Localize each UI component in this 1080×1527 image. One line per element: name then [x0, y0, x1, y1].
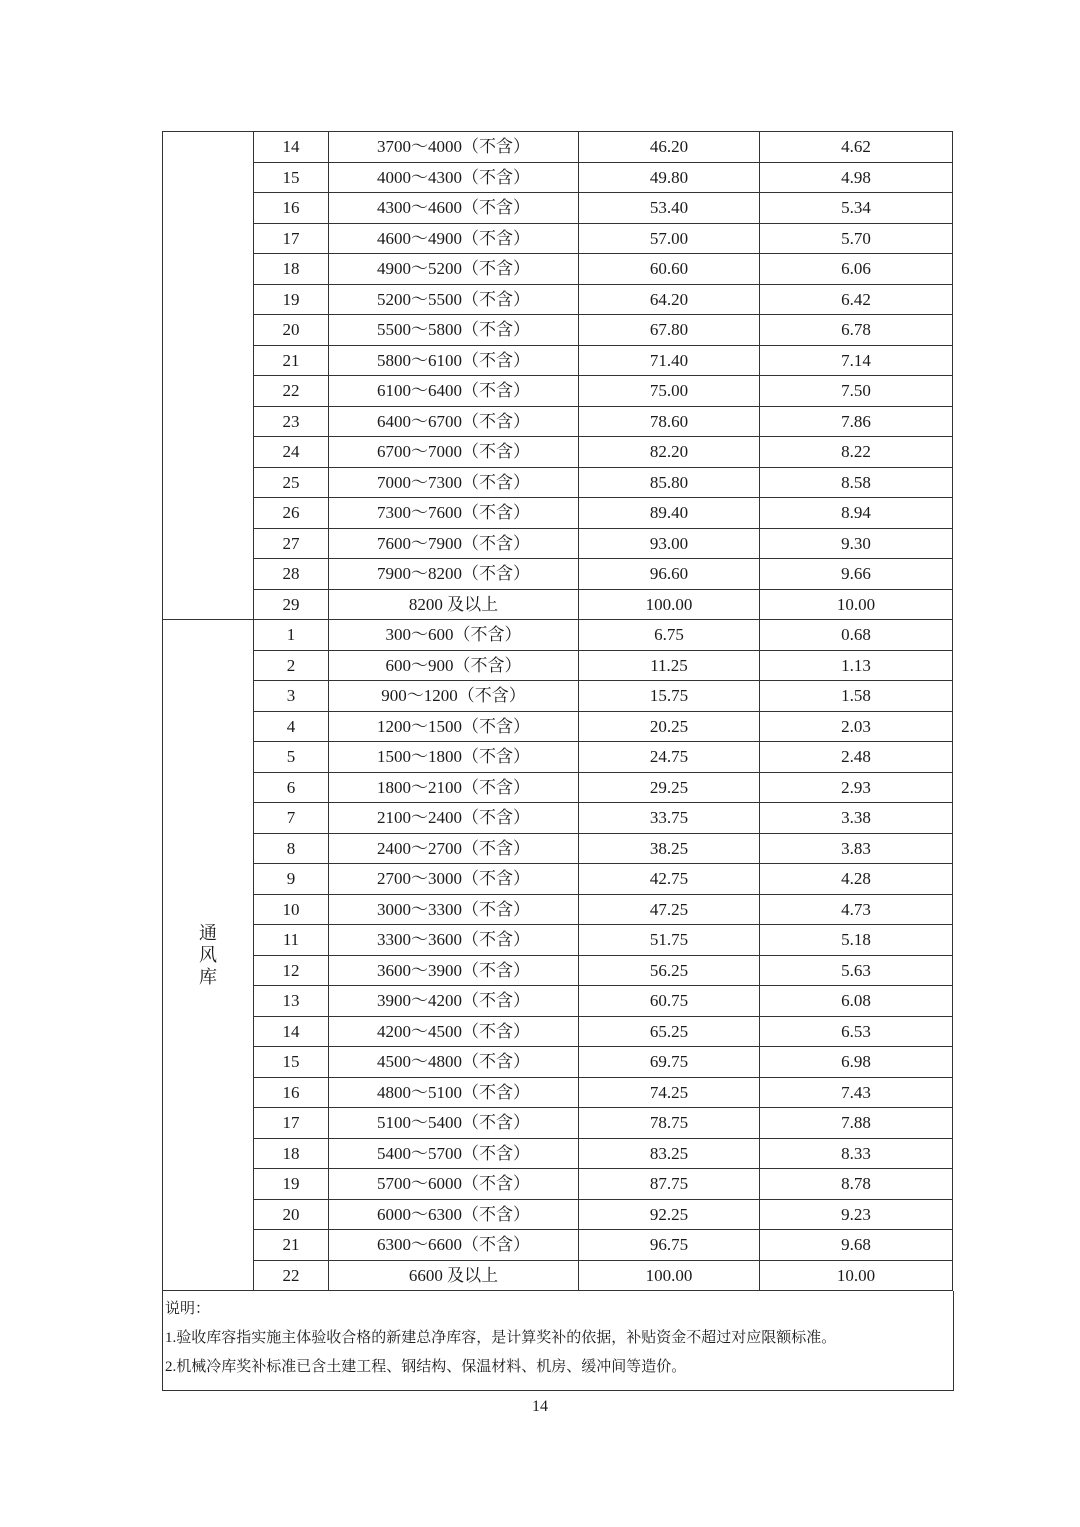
max-subsidy-cell: 69.75: [579, 1047, 760, 1078]
capacity-range-cell: 4600～4900（不含）: [329, 223, 579, 254]
row-number-cell: 22: [254, 1260, 329, 1291]
max-subsidy-cell: 24.75: [579, 742, 760, 773]
table-row: [163, 345, 953, 376]
unit-subsidy-cell: 9.30: [760, 528, 953, 559]
row-number-cell: 4: [254, 711, 329, 742]
unit-subsidy-cell: 4.28: [760, 864, 953, 895]
max-subsidy-cell: 51.75: [579, 925, 760, 956]
page-number: 14: [532, 1398, 548, 1415]
max-subsidy-cell: 82.20: [579, 437, 760, 468]
row-number-cell: 16: [254, 193, 329, 224]
capacity-range-cell: 4000～4300（不含）: [329, 162, 579, 193]
capacity-range-cell: 2400～2700（不含）: [329, 833, 579, 864]
capacity-range-cell: 5700～6000（不含）: [329, 1169, 579, 1200]
capacity-range-cell: 2100～2400（不含）: [329, 803, 579, 834]
table-row: [163, 986, 953, 1017]
capacity-range-cell: 7900～8200（不含）: [329, 559, 579, 590]
unit-subsidy-cell: 0.68: [760, 620, 953, 651]
max-subsidy-cell: 38.25: [579, 833, 760, 864]
max-subsidy-cell: 29.25: [579, 772, 760, 803]
max-subsidy-cell: 78.75: [579, 1108, 760, 1139]
unit-subsidy-cell: 8.58: [760, 467, 953, 498]
max-subsidy-cell: 67.80: [579, 315, 760, 346]
table-row: [163, 193, 953, 224]
table-row: [163, 498, 953, 529]
row-number-cell: 21: [254, 345, 329, 376]
unit-subsidy-cell: 6.78: [760, 315, 953, 346]
unit-subsidy-cell: 8.94: [760, 498, 953, 529]
row-number-cell: 12: [254, 955, 329, 986]
unit-subsidy-cell: 6.06: [760, 254, 953, 285]
table-row: [163, 132, 953, 163]
row-number-cell: 19: [254, 1169, 329, 1200]
max-subsidy-cell: 11.25: [579, 650, 760, 681]
row-number-cell: 13: [254, 986, 329, 1017]
max-subsidy-cell: 20.25: [579, 711, 760, 742]
capacity-range-cell: 3900～4200（不含）: [329, 986, 579, 1017]
unit-subsidy-cell: 5.63: [760, 955, 953, 986]
max-subsidy-cell: 6.75: [579, 620, 760, 651]
capacity-range-cell: 5100～5400（不含）: [329, 1108, 579, 1139]
capacity-range-cell: 6400～6700（不含）: [329, 406, 579, 437]
table-row: [163, 467, 953, 498]
row-number-cell: 25: [254, 467, 329, 498]
row-number-cell: 16: [254, 1077, 329, 1108]
row-number-cell: 17: [254, 1108, 329, 1139]
row-number-cell: 8: [254, 833, 329, 864]
table-body: [163, 132, 953, 1291]
capacity-range-cell: 8200 及以上: [329, 589, 579, 620]
table-row: [163, 1138, 953, 1169]
table-row: [163, 803, 953, 834]
row-number-cell: 14: [254, 1016, 329, 1047]
row-number-cell: 20: [254, 1199, 329, 1230]
row-number-cell: 20: [254, 315, 329, 346]
capacity-range-cell: 3700～4000（不含）: [329, 132, 579, 163]
capacity-range-cell: 6000～6300（不含）: [329, 1199, 579, 1230]
max-subsidy-cell: 33.75: [579, 803, 760, 834]
unit-subsidy-cell: 2.48: [760, 742, 953, 773]
unit-subsidy-cell: 9.68: [760, 1230, 953, 1261]
unit-subsidy-cell: 2.93: [760, 772, 953, 803]
row-number-cell: 27: [254, 528, 329, 559]
capacity-range-cell: 7600～7900（不含）: [329, 528, 579, 559]
table-row: [163, 772, 953, 803]
table-row: [163, 894, 953, 925]
unit-subsidy-cell: 4.62: [760, 132, 953, 163]
capacity-range-cell: 1800～2100（不含）: [329, 772, 579, 803]
unit-subsidy-cell: 5.18: [760, 925, 953, 956]
max-subsidy-cell: 60.75: [579, 986, 760, 1017]
table-row: [163, 223, 953, 254]
row-number-cell: 15: [254, 162, 329, 193]
notes-section: [162, 1291, 954, 1391]
table-row: [163, 864, 953, 895]
table-row: [163, 650, 953, 681]
table-row: [163, 315, 953, 346]
table-row: [163, 1016, 953, 1047]
category-label: 通风库: [199, 923, 217, 987]
capacity-range-cell: 5200～5500（不含）: [329, 284, 579, 315]
row-number-cell: 29: [254, 589, 329, 620]
capacity-range-cell: 4800～5100（不含）: [329, 1077, 579, 1108]
max-subsidy-cell: 49.80: [579, 162, 760, 193]
unit-subsidy-cell: 8.78: [760, 1169, 953, 1200]
table-row: [163, 1077, 953, 1108]
capacity-range-cell: 5400～5700（不含）: [329, 1138, 579, 1169]
unit-subsidy-cell: 6.98: [760, 1047, 953, 1078]
capacity-range-cell: 4900～5200（不含）: [329, 254, 579, 285]
max-subsidy-cell: 96.60: [579, 559, 760, 590]
capacity-range-cell: 900～1200（不含）: [329, 681, 579, 712]
unit-subsidy-cell: 7.43: [760, 1077, 953, 1108]
row-number-cell: 19: [254, 284, 329, 315]
capacity-range-cell: 1500～1800（不含）: [329, 742, 579, 773]
max-subsidy-cell: 78.60: [579, 406, 760, 437]
max-subsidy-cell: 56.25: [579, 955, 760, 986]
row-number-cell: 1: [254, 620, 329, 651]
table-row: [163, 681, 953, 712]
capacity-range-cell: 4500～4800（不含）: [329, 1047, 579, 1078]
max-subsidy-cell: 53.40: [579, 193, 760, 224]
capacity-range-cell: 5800～6100（不含）: [329, 345, 579, 376]
table-row: [163, 406, 953, 437]
table-row: [163, 437, 953, 468]
row-number-cell: 28: [254, 559, 329, 590]
note-item-1: 1.验收库容指实施主体验收合格的新建总净库容，是计算奖补的依据，补贴资金不超过对应限额标准。: [165, 1330, 837, 1346]
unit-subsidy-cell: 8.33: [760, 1138, 953, 1169]
row-number-cell: 5: [254, 742, 329, 773]
unit-subsidy-cell: 6.53: [760, 1016, 953, 1047]
row-number-cell: 18: [254, 1138, 329, 1169]
table-row: [163, 1260, 953, 1291]
max-subsidy-cell: 15.75: [579, 681, 760, 712]
max-subsidy-cell: 100.00: [579, 1260, 760, 1291]
unit-subsidy-cell: 1.58: [760, 681, 953, 712]
notes-heading: 说明：: [165, 1301, 211, 1317]
max-subsidy-cell: 65.25: [579, 1016, 760, 1047]
max-subsidy-cell: 75.00: [579, 376, 760, 407]
max-subsidy-cell: 92.25: [579, 1199, 760, 1230]
max-subsidy-cell: 83.25: [579, 1138, 760, 1169]
max-subsidy-cell: 47.25: [579, 894, 760, 925]
row-number-cell: 15: [254, 1047, 329, 1078]
table-row: [163, 528, 953, 559]
subsidy-table: [162, 131, 953, 1291]
unit-subsidy-cell: 6.08: [760, 986, 953, 1017]
table-row: [163, 742, 953, 773]
unit-subsidy-cell: 2.03: [760, 711, 953, 742]
unit-subsidy-cell: 4.73: [760, 894, 953, 925]
table-row: [163, 1169, 953, 1200]
unit-subsidy-cell: 6.42: [760, 284, 953, 315]
max-subsidy-cell: 85.80: [579, 467, 760, 498]
max-subsidy-cell: 96.75: [579, 1230, 760, 1261]
unit-subsidy-cell: 7.86: [760, 406, 953, 437]
row-number-cell: 26: [254, 498, 329, 529]
capacity-range-cell: 3600～3900（不含）: [329, 955, 579, 986]
max-subsidy-cell: 100.00: [579, 589, 760, 620]
capacity-range-cell: 7000～7300（不含）: [329, 467, 579, 498]
capacity-range-cell: 5500～5800（不含）: [329, 315, 579, 346]
table-row: [163, 1199, 953, 1230]
max-subsidy-cell: 71.40: [579, 345, 760, 376]
table-row: [163, 1108, 953, 1139]
table-row: [163, 559, 953, 590]
max-subsidy-cell: 93.00: [579, 528, 760, 559]
row-number-cell: 6: [254, 772, 329, 803]
capacity-range-cell: 6300～6600（不含）: [329, 1230, 579, 1261]
table-row: [163, 589, 953, 620]
max-subsidy-cell: 46.20: [579, 132, 760, 163]
table-row: [163, 620, 953, 651]
table-row: [163, 711, 953, 742]
max-subsidy-cell: 60.60: [579, 254, 760, 285]
unit-subsidy-cell: 10.00: [760, 589, 953, 620]
unit-subsidy-cell: 5.34: [760, 193, 953, 224]
max-subsidy-cell: 42.75: [579, 864, 760, 895]
row-number-cell: 11: [254, 925, 329, 956]
capacity-range-cell: 300～600（不含）: [329, 620, 579, 651]
max-subsidy-cell: 64.20: [579, 284, 760, 315]
table-row: [163, 376, 953, 407]
table-row: [163, 254, 953, 285]
unit-subsidy-cell: 10.00: [760, 1260, 953, 1291]
capacity-range-cell: 6600 及以上: [329, 1260, 579, 1291]
capacity-range-cell: 2700～3000（不含）: [329, 864, 579, 895]
unit-subsidy-cell: 9.23: [760, 1199, 953, 1230]
capacity-range-cell: 4200～4500（不含）: [329, 1016, 579, 1047]
row-number-cell: 10: [254, 894, 329, 925]
row-number-cell: 7: [254, 803, 329, 834]
document-page: [162, 131, 952, 1391]
capacity-range-cell: 6100～6400（不含）: [329, 376, 579, 407]
unit-subsidy-cell: 3.38: [760, 803, 953, 834]
max-subsidy-cell: 74.25: [579, 1077, 760, 1108]
row-number-cell: 3: [254, 681, 329, 712]
table-row: [163, 284, 953, 315]
row-number-cell: 22: [254, 376, 329, 407]
note-item-2: 2.机械冷库奖补标准已含土建工程、钢结构、保温材料、机房、缓冲间等造价。: [165, 1359, 687, 1375]
unit-subsidy-cell: 3.83: [760, 833, 953, 864]
category-cell: [163, 620, 254, 1291]
max-subsidy-cell: 57.00: [579, 223, 760, 254]
row-number-cell: 17: [254, 223, 329, 254]
capacity-range-cell: 7300～7600（不含）: [329, 498, 579, 529]
unit-subsidy-cell: 8.22: [760, 437, 953, 468]
row-number-cell: 2: [254, 650, 329, 681]
row-number-cell: 21: [254, 1230, 329, 1261]
capacity-range-cell: 3300～3600（不含）: [329, 925, 579, 956]
unit-subsidy-cell: 7.88: [760, 1108, 953, 1139]
capacity-range-cell: 3000～3300（不含）: [329, 894, 579, 925]
max-subsidy-cell: 87.75: [579, 1169, 760, 1200]
unit-subsidy-cell: 5.70: [760, 223, 953, 254]
capacity-range-cell: 6700～7000（不含）: [329, 437, 579, 468]
unit-subsidy-cell: 1.13: [760, 650, 953, 681]
unit-subsidy-cell: 7.14: [760, 345, 953, 376]
capacity-range-cell: 4300～4600（不含）: [329, 193, 579, 224]
table-row: [163, 1230, 953, 1261]
table-row: [163, 162, 953, 193]
table-row: [163, 925, 953, 956]
table-row: [163, 1047, 953, 1078]
row-number-cell: 9: [254, 864, 329, 895]
unit-subsidy-cell: 9.66: [760, 559, 953, 590]
max-subsidy-cell: 89.40: [579, 498, 760, 529]
row-number-cell: 18: [254, 254, 329, 285]
row-number-cell: 24: [254, 437, 329, 468]
category-cell: [163, 132, 254, 620]
row-number-cell: 23: [254, 406, 329, 437]
unit-subsidy-cell: 4.98: [760, 162, 953, 193]
capacity-range-cell: 1200～1500（不含）: [329, 711, 579, 742]
unit-subsidy-cell: 7.50: [760, 376, 953, 407]
row-number-cell: 14: [254, 132, 329, 163]
table-row: [163, 955, 953, 986]
table-row: [163, 833, 953, 864]
capacity-range-cell: 600～900（不含）: [329, 650, 579, 681]
